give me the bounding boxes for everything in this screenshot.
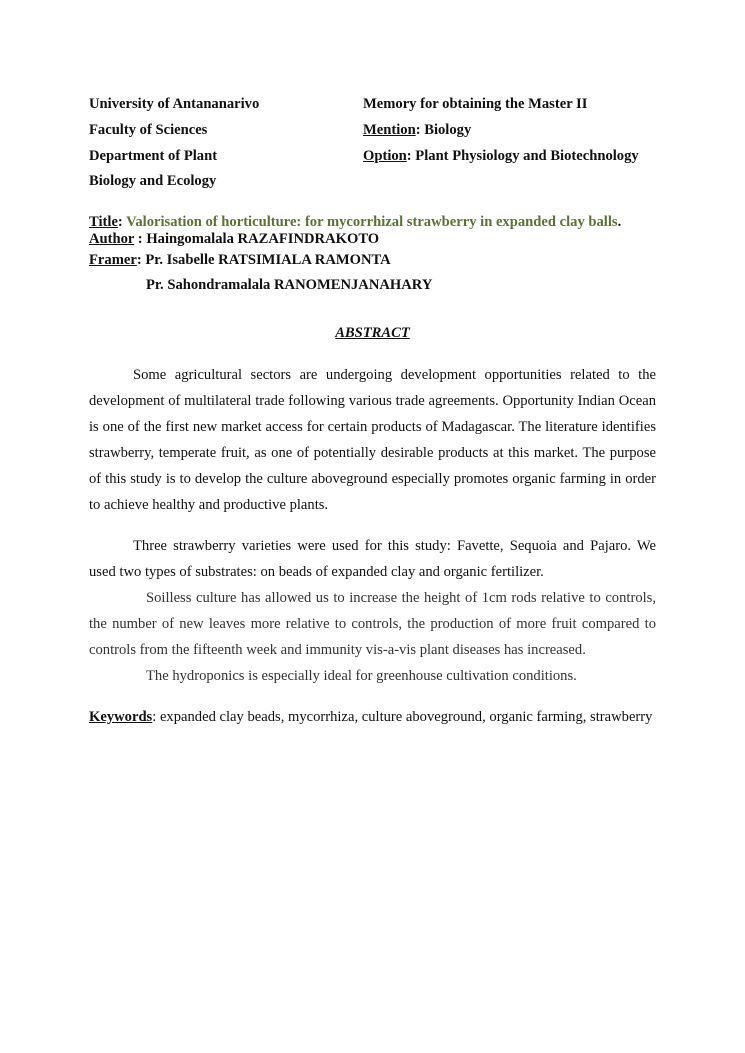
header-row-3 (89, 143, 656, 169)
keywords-value: : expanded clay beads, mycorrhiza, culture aboveground, organic farming, strawberry (152, 709, 653, 726)
degree-purpose-text: Memory for obtaining the Master II (363, 96, 588, 113)
thesis-title (89, 214, 656, 231)
title-value: Valorisation of horticulture: for mycorrhizal strawberry in expanded clay balls (126, 213, 618, 230)
mention-line (363, 122, 656, 139)
document-page (89, 92, 656, 730)
faculty-name: Faculty of Sciences (89, 122, 208, 139)
university-name: University of Antananarivo (89, 96, 260, 113)
header-row-1 (89, 92, 656, 118)
author-line (89, 231, 656, 248)
keywords-line (89, 704, 656, 730)
department-name-line-1: Department of Plant (89, 147, 218, 164)
title-separator: : (117, 213, 127, 230)
mention-label: Mention (363, 122, 416, 139)
option-label: Option (363, 147, 407, 164)
option-line (363, 148, 656, 165)
mention-value: : Biology (415, 122, 472, 139)
title-end: . (617, 213, 622, 230)
title-label: Title (89, 213, 118, 230)
abstract-paragraph-3: Soilless culture has allowed us to increase the height of 1cm rods relative to controls, the number of new leaves more relative to controls, the production of more fruit compared to controls from the fifteenth week and immunity vis-a-vis plant diseases has increased. (89, 590, 656, 659)
author-label: Author (89, 230, 135, 247)
header-row-4 (89, 169, 656, 195)
author-value: : Haingomalala RAZAFINDRAKOTO (134, 230, 380, 247)
department-name-line-2: Biology and Ecology (89, 173, 217, 190)
framer-line (89, 248, 656, 274)
framer-value: : Pr. Isabelle RATSIMIALA RAMONTA (136, 251, 391, 268)
abstract-heading: ABSTRACT (335, 325, 410, 342)
abstract-paragraph-1: Some agricultural sectors are undergoing development opportunities related to the development of multilateral trade following various trade agreements. Opportunity Indian Ocean is one of the first new market access for certain products of Madagascar. The literature identifies strawberry, temperate fruit, as one of potentially desirable products at this market. The purpose of this study is to develop the culture aboveground especially promotes organic farming in order to achieve healthy and productive plants. (89, 367, 656, 514)
abstract-paragraph-4: The hydroponics is especially ideal for greenhouse cultivation conditions. (146, 668, 577, 685)
abstract-paragraph-2: Three strawberry varieties were used for this study: Favette, Sequoia and Pajaro. We used two types of substrates: on beads of expanded clay and organic fertilizer. (89, 538, 656, 581)
keywords-label: Keywords (89, 709, 153, 726)
degree-purpose (363, 96, 656, 113)
framer-label: Framer (89, 251, 137, 268)
header-row-2 (89, 118, 656, 144)
framer-line-2: Pr. Sahondramalala RANOMENJANAHARY (146, 277, 433, 294)
option-value: : Plant Physiology and Biotechnology (406, 147, 639, 164)
